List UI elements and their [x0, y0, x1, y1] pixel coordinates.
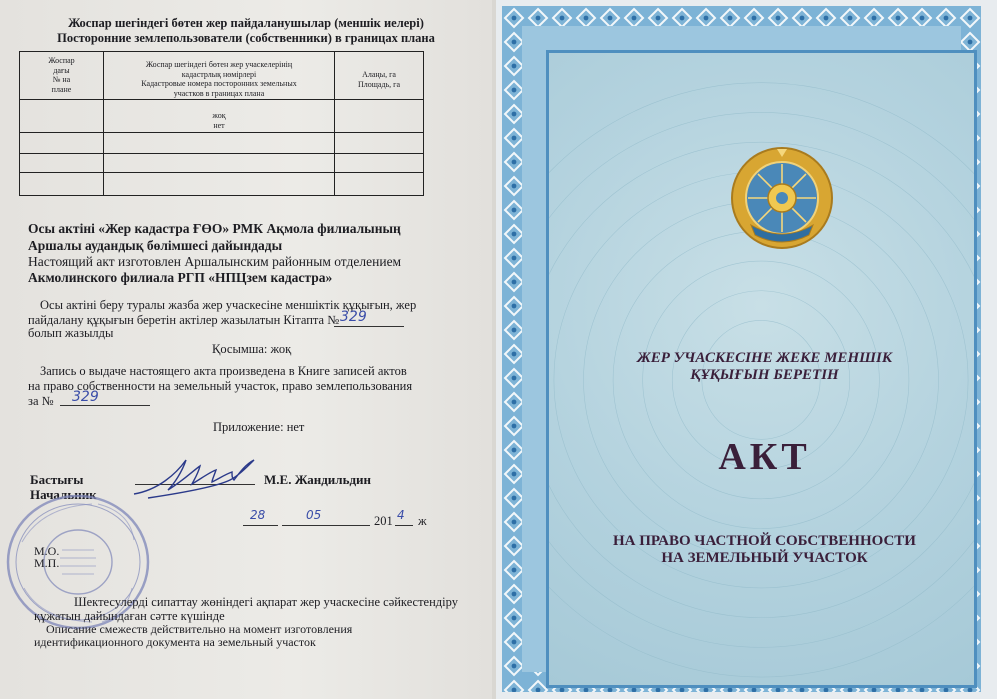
record-kz-3: болып жазылды — [28, 326, 114, 340]
made-by-ru-1: Настоящий акт изготовлен Аршалынским районным отделением — [28, 254, 402, 269]
date-year-prefix: 201 — [374, 514, 393, 528]
kazakhstan-state-emblem-icon — [729, 145, 835, 251]
head-label-ru: Начальник — [30, 487, 97, 502]
date-suffix: ж — [418, 514, 427, 528]
row-value-ru: нет — [213, 121, 225, 130]
heading-kz-2: ҚҰҚЫҒЫН БЕРЕТІН — [690, 367, 839, 383]
note-kz-1: Шектесулерді сипаттау жөніндегі ақпарат жер учаскесіне сәйкестендіру — [74, 595, 458, 609]
record-ru-3: за № — [28, 394, 54, 408]
book-number-ru: 329 — [72, 389, 99, 405]
header-area: Алаңы, га Площадь, га — [357, 70, 401, 89]
made-by-ru-2: Акмолинского филиала РГП «НПЦзем кадастра» — [28, 270, 333, 285]
ornamental-frame — [502, 6, 981, 692]
appendix-kz: Қосымша: жоқ — [212, 342, 292, 356]
note-ru-1: Описание смежеств действительно на момент изготовления — [46, 622, 353, 636]
heading-ru-2: НА ЗЕМЕЛЬНЫЙ УЧАСТОК — [661, 550, 868, 566]
plan-title-kz: Жоспар шегіндегі бөтен жер пайдаланушылар (меншік иелері) — [68, 16, 424, 30]
appendix-ru: Приложение: нет — [213, 420, 305, 434]
act-title: АКТ — [718, 436, 811, 478]
date-day: 28 — [250, 508, 266, 522]
note-ru-2: идентификационного документа на земельный участок — [34, 635, 316, 649]
mp-kz: М.О. — [34, 544, 60, 558]
plan-table — [19, 51, 424, 196]
book-number-kz: 329 — [340, 309, 367, 325]
mp-ru: М.П. — [34, 556, 60, 570]
note-kz-2: құжатын дайындаған сәтте күшінде — [34, 609, 225, 623]
head-label-kz: Бастығы — [30, 472, 84, 487]
date-year-digit: 4 — [397, 508, 405, 522]
record-kz-1: Осы актіні беру туралы жазба жер учаскесіне меншіктік құқығын, жер — [40, 298, 417, 312]
date-month: 05 — [306, 508, 322, 522]
record-kz-2: пайдалану құқығын беретін актілер жазылатын Кітапта № — [28, 313, 340, 327]
row-value-kz: жоқ — [212, 111, 226, 120]
header-cadastral-numbers: Жоспар шегіндегі бөтен жер учаскелерінің кадастрлық нөмірлері Кадастровые номера посторонних земельных участков в границах плана — [141, 60, 297, 98]
signer-name: М.Е. Жандильдин — [264, 472, 372, 487]
left-page — [0, 0, 492, 699]
plan-title-ru: Посторонние землепользователи (собственники) в границах плана — [57, 31, 435, 45]
right-page — [496, 0, 997, 699]
heading-kz-1: ЖЕР УЧАСКЕСІНЕ ЖЕКЕ МЕНШІК — [636, 350, 893, 366]
certificate-field — [546, 50, 977, 688]
header-plan-number: Жоспар дағы № на плане — [48, 56, 75, 94]
heading-ru-1: НА ПРАВО ЧАСТНОЙ СОБСТВЕННОСТИ — [613, 533, 916, 549]
record-ru-2: на право собственности на земельный участок, право землепользования — [28, 379, 413, 393]
made-by-kz-1: Осы актіні «Жер кадастра ҒӨО» РМК Ақмола филиалының — [28, 221, 401, 236]
record-ru-1: Запись о выдаче настоящего акта произведена в Книге записей актов — [40, 364, 407, 378]
made-by-kz-2: Аршалы аудандық бөлімшесі дайындады — [28, 238, 283, 253]
